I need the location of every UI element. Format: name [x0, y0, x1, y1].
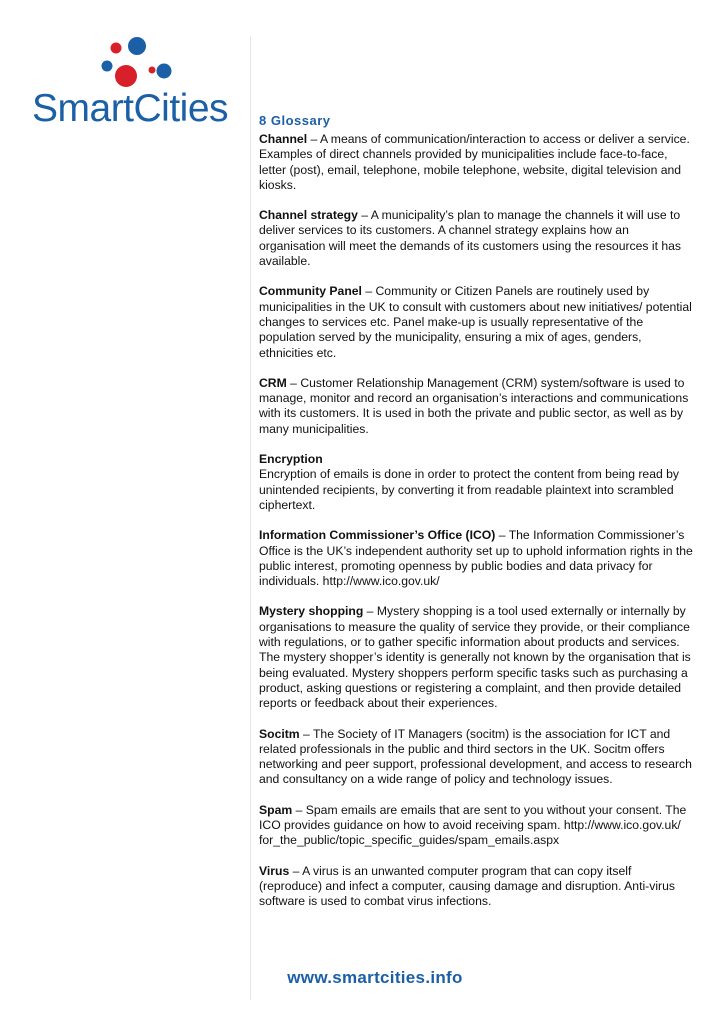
glossary-definition: Mystery shopping is a tool used externally or internally by organisations to measure the quality of service they provide, or their compliance with regulations, or to gather specific information about products and services. The mystery shopper’s identity is generally not known by the organisation that is being evaluated. Mystery shoppers perform specific tasks such as purchasing a product, asking questions or registering a complaint, and then provide detailed reports or feedback about their experiences.	[259, 604, 691, 711]
vertical-divider	[250, 36, 251, 1000]
term-separator: –	[299, 726, 313, 741]
glossary-definition: Customer Relationship Management (CRM) system/software is used to manage, monitor and record an organisation’s interactions and communications with its customers. It is used in both the private and public sector, as well as by many municipalities.	[259, 375, 689, 436]
smartcities-logo	[32, 36, 232, 132]
glossary-entry	[259, 864, 695, 910]
glossary-definition: The Information Commissioner’s Office is the UK’s independent authority set up to uphold information rights in the public interest, promoting openness by public bodies and data privacy for individuals. http://www.ico.gov.uk/	[259, 528, 693, 589]
glossary-term: Information Commissioner’s Office (ICO)	[259, 528, 496, 543]
glossary-entry	[259, 604, 695, 711]
glossary-term: Encryption	[259, 452, 323, 467]
term-separator: –	[363, 604, 377, 619]
glossary-definition: The Society of IT Managers (socitm) is the association for ICT and related professionals in the public and third sectors in the UK. Socitm offers networking and peer support, professional development, and access to research and consultancy on a wide range of policy and technology issues.	[259, 726, 692, 787]
footer-website-link[interactable]: www.smartcities.info	[287, 968, 463, 987]
glossary-term: Channel strategy	[259, 208, 358, 223]
logo-dots-icon	[98, 36, 208, 90]
glossary-entry	[259, 132, 695, 193]
logo-wordmark: SmartCities	[32, 87, 229, 130]
glossary-definition: A means of communication/interaction to access or deliver a service. Examples of direct channels provided by municipalities include face-to-face, letter (post), email, telephone, mobile telephone, website, digital television and kiosks.	[259, 132, 690, 192]
glossary-entry	[259, 452, 695, 513]
glossary-term: Channel	[259, 132, 308, 146]
glossary-definition: Community or Citizen Panels are routinely used by municipalities in the UK to consult with customers about new initiatives/ potential changes to services etc. Panel make-up is usually representative of the population served by the municipality, ensuring a mix of ages, genders, ethnicities etc.	[259, 284, 692, 360]
page-title: 8 Glossary	[259, 113, 331, 128]
glossary-definition: Spam emails are emails that are sent to you without your consent. The ICO provides guidance on how to avoid receiving spam. http://www.ico.gov.uk/ for_the_public/topic_specific_guides/spam_emails.aspx	[259, 802, 687, 848]
term-separator: –	[286, 375, 301, 390]
glossary-entry	[259, 208, 695, 269]
glossary-entry	[259, 376, 695, 437]
glossary-definition: A virus is an unwanted computer program that can copy itself (reproduce) and infect a computer, causing damage and disruption. Anti-virus software is used to combat virus infections.	[259, 863, 675, 909]
term-separator: –	[495, 528, 509, 543]
term-separator: –	[357, 208, 371, 223]
glossary-entry	[259, 528, 695, 589]
glossary-term: Mystery shopping	[259, 604, 364, 619]
glossary-section	[259, 113, 695, 924]
glossary-definition: A municipality’s plan to manage the channels it will use to deliver services to its customers. A channel strategy explains how an organisation will meet the demands of its customers using the resources it has available.	[259, 208, 682, 269]
glossary-term: Virus	[259, 863, 290, 878]
glossary-term: Community Panel	[259, 284, 362, 299]
term-separator: –	[307, 132, 320, 146]
glossary-definition: Encryption of emails is done in order to protect the content from being read by unintended recipients, by converting it from readable plaintext into scrambled ciphertext.	[259, 467, 680, 512]
glossary-entry	[259, 284, 695, 360]
term-separator: –	[361, 284, 376, 299]
term-separator: –	[289, 863, 303, 878]
glossary-term: CRM	[259, 375, 287, 390]
glossary-term: Socitm	[259, 726, 300, 741]
glossary-term: Spam	[259, 802, 293, 817]
glossary-entry	[259, 803, 695, 849]
glossary-entry	[259, 727, 695, 788]
term-separator: –	[292, 802, 306, 817]
